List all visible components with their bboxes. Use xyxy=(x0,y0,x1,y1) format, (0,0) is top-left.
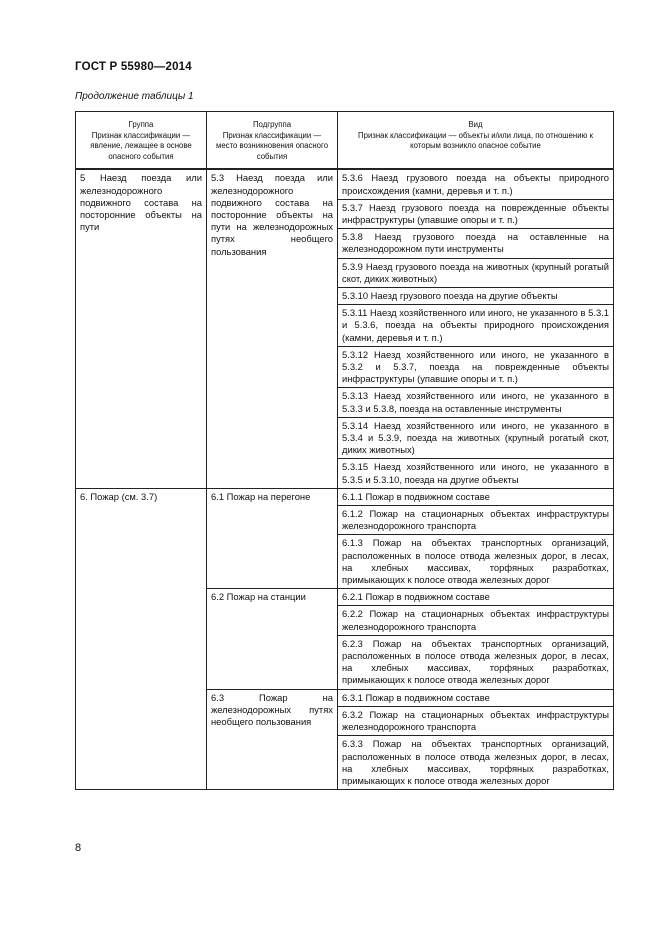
table-body xyxy=(76,169,614,789)
type-cell: 5.3.12 Наезд хозяйственного или иного, не указанного в 5.3.2 и 5.3.7, поезда на поврежденные объекты инфраструктуры (упавшие опоры и т. п.) xyxy=(338,346,614,388)
type-cell: 5.3.8 Наезд грузового поезда на оставленные на железнодорожном пути инструменты xyxy=(338,229,614,258)
type-cell: 6.1.3 Пожар на объектах транспортных организаций, расположенных в полосе отвода железных дорог, в лесах, на хлебных массивах, торфяных разработках, примыкающих к полосе отвода железных дорог xyxy=(338,535,614,589)
type-cell: 5.3.10 Наезд грузового поезда на другие объекты xyxy=(338,288,614,305)
group-cell: 5 Наезд поезда или железнодорожного подвижного состава на посторонние объекты на пути xyxy=(76,169,207,488)
type-cell: 5.3.11 Наезд хозяйственного или иного, не указанного в 5.3.1 и 5.3.6, поезда на объекты природного происхождения (камни, деревья и т. п.) xyxy=(338,305,614,347)
type-cell: 6.3.1 Пожар в подвижном составе xyxy=(338,689,614,706)
table-row xyxy=(76,488,614,505)
type-cell: 6.1.1 Пожар в подвижном составе xyxy=(338,488,614,505)
table-header xyxy=(76,112,614,170)
type-cell: 6.2.3 Пожар на объектах транспортных организаций, расположенных в полосе отвода железных дорог, в лесах, на хлебных массивах, торфяных разработках, примыкающих к полосе отвода железных дорог xyxy=(338,635,614,689)
document-title: ГОСТ Р 55980—2014 xyxy=(75,61,192,73)
column-header-group: Группа Признак классификации — явление, лежащее в основе опасного события xyxy=(76,112,207,170)
type-cell: 6.1.2 Пожар на стационарных объектах инфраструктуры железнодорожного транспорта xyxy=(338,506,614,535)
column-header-type: Вид Признак классификации — объекты и/или лица, по отношению к которым возникло опасное событие xyxy=(338,112,614,170)
subgroup-cell: 5.3 Наезд поезда или железнодорожного подвижного состава на посторонние объекты на пути на железнодорожных путях необщего пользования xyxy=(207,169,338,488)
type-cell: 5.3.13 Наезд хозяйственного или иного, не указанного в 5.3.3 и 5.3.8, поезда на оставленные инструменты xyxy=(338,388,614,417)
classification-table xyxy=(75,111,614,790)
type-cell: 6.3.2 Пожар на стационарных объектах инфраструктуры железнодорожного транспорта xyxy=(338,706,614,735)
type-cell: 5.3.15 Наезд хозяйственного или иного, не указанного в 5.3.5 и 5.3.10, поезда на другие объекты xyxy=(338,459,614,488)
type-cell: 5.3.6 Наезд грузового поезда на объекты природного происхождения (камни, деревья и т. п.) xyxy=(338,169,614,199)
type-cell: 5.3.7 Наезд грузового поезда на поврежденные объекты инфраструктуры (упавшие опоры и т. п.) xyxy=(338,199,614,228)
type-cell: 5.3.9 Наезд грузового поезда на животных (крупный рогатый скот, диких животных) xyxy=(338,258,614,287)
subgroup-cell: 6.2 Пожар на станции xyxy=(207,589,338,689)
group-cell: 6. Пожар (см. 3.7) xyxy=(76,488,207,789)
subgroup-cell: 6.3 Пожар на железнодорожных путях необщего пользования xyxy=(207,689,338,789)
page-number: 8 xyxy=(75,842,82,854)
type-cell: 5.3.14 Наезд хозяйственного или иного, не указанного в 5.3.4 и 5.3.9, поезда на животных (крупный рогатый скот, диких животных) xyxy=(338,417,614,459)
table-row xyxy=(76,169,614,199)
column-header-subgroup: Подгруппа Признак классификации — место возникновения опасного события xyxy=(207,112,338,170)
type-cell: 6.2.2 Пожар на стационарных объектах инфраструктуры железнодорожного транспорта xyxy=(338,606,614,635)
type-cell: 6.3.3 Пожар на объектах транспортных организаций, расположенных в полосе отвода железных дорог, в лесах, на хлебных массивах, торфяных разработках, примыкающих к полосе отвода железных дорог xyxy=(338,736,614,790)
subgroup-cell: 6.1 Пожар на перегоне xyxy=(207,488,338,588)
table-continuation-caption: Продолжение таблицы 1 xyxy=(75,91,194,102)
type-cell: 6.2.1 Пожар в подвижном составе xyxy=(338,589,614,606)
